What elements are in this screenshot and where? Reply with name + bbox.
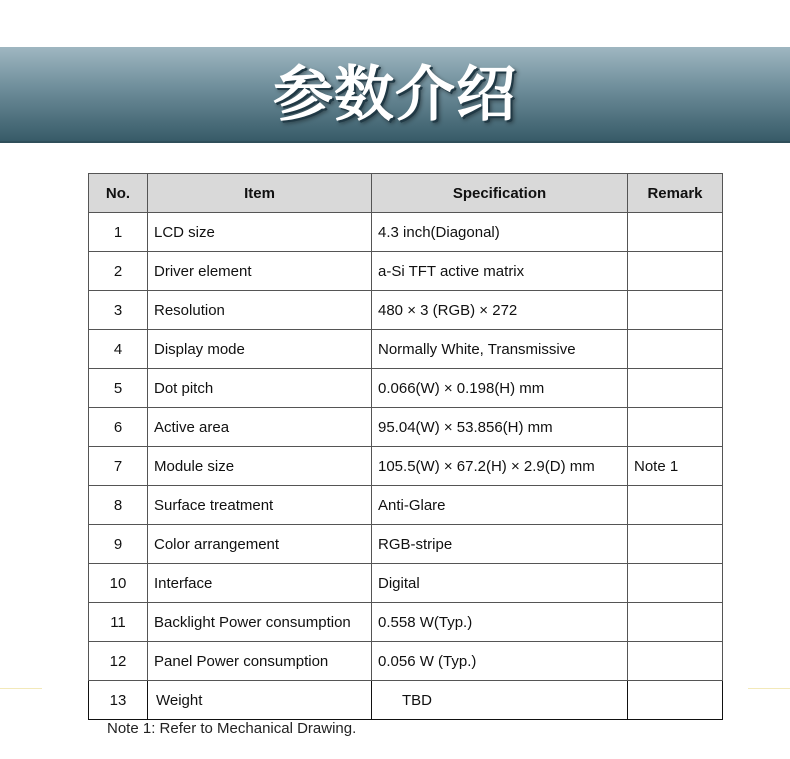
row-specification: TBD bbox=[372, 681, 628, 720]
row-specification: 4.3 inch(Diagonal) bbox=[372, 213, 628, 252]
row-item: Surface treatment bbox=[148, 486, 372, 525]
row-no: 12 bbox=[89, 642, 148, 681]
table-row bbox=[89, 291, 723, 330]
row-item: LCD size bbox=[148, 213, 372, 252]
table-row bbox=[89, 447, 723, 486]
header-item: Item bbox=[148, 174, 372, 213]
row-item: Dot pitch bbox=[148, 369, 372, 408]
row-specification: 105.5(W) × 67.2(H) × 2.9(D) mm bbox=[372, 447, 628, 486]
row-specification: 0.558 W(Typ.) bbox=[372, 603, 628, 642]
table-row bbox=[89, 603, 723, 642]
header-remark: Remark bbox=[628, 174, 723, 213]
row-remark bbox=[628, 213, 723, 252]
row-specification: 480 × 3 (RGB) × 272 bbox=[372, 291, 628, 330]
row-specification: Normally White, Transmissive bbox=[372, 330, 628, 369]
table-header-row bbox=[89, 174, 723, 213]
row-remark bbox=[628, 642, 723, 681]
row-item: Module size bbox=[148, 447, 372, 486]
row-specification: Anti-Glare bbox=[372, 486, 628, 525]
row-no: 5 bbox=[89, 369, 148, 408]
table-row bbox=[89, 369, 723, 408]
specification-table bbox=[88, 173, 723, 720]
row-item: Driver element bbox=[148, 252, 372, 291]
table-row bbox=[89, 564, 723, 603]
row-remark bbox=[628, 408, 723, 447]
row-no: 6 bbox=[89, 408, 148, 447]
row-item: Panel Power consumption bbox=[148, 642, 372, 681]
row-specification: 0.066(W) × 0.198(H) mm bbox=[372, 369, 628, 408]
table-row bbox=[89, 408, 723, 447]
row-remark: Note 1 bbox=[628, 447, 723, 486]
row-no: 1 bbox=[89, 213, 148, 252]
row-item: Interface bbox=[148, 564, 372, 603]
row-no: 2 bbox=[89, 252, 148, 291]
page-title: 参数介绍 bbox=[273, 60, 517, 130]
table-row bbox=[89, 252, 723, 291]
row-item: Weight bbox=[148, 681, 372, 720]
row-no: 13 bbox=[89, 681, 148, 720]
row-specification: Digital bbox=[372, 564, 628, 603]
row-specification: RGB-stripe bbox=[372, 525, 628, 564]
row-no: 8 bbox=[89, 486, 148, 525]
title-banner bbox=[0, 47, 790, 143]
footnote: Note 1: Refer to Mechanical Drawing. bbox=[107, 720, 357, 737]
row-no: 7 bbox=[89, 447, 148, 486]
row-remark bbox=[628, 525, 723, 564]
row-remark bbox=[628, 369, 723, 408]
row-no: 10 bbox=[89, 564, 148, 603]
row-item: Display mode bbox=[148, 330, 372, 369]
row-specification: 95.04(W) × 53.856(H) mm bbox=[372, 408, 628, 447]
right-divider-accent bbox=[748, 688, 790, 689]
row-specification: 0.056 W (Typ.) bbox=[372, 642, 628, 681]
row-no: 3 bbox=[89, 291, 148, 330]
row-remark bbox=[628, 603, 723, 642]
row-item: Color arrangement bbox=[148, 525, 372, 564]
table-row bbox=[89, 681, 723, 720]
header-specification: Specification bbox=[372, 174, 628, 213]
row-remark bbox=[628, 564, 723, 603]
table-row bbox=[89, 486, 723, 525]
left-divider-accent bbox=[0, 688, 42, 689]
header-no: No. bbox=[89, 174, 148, 213]
table-row bbox=[89, 525, 723, 564]
table-row bbox=[89, 213, 723, 252]
row-no: 4 bbox=[89, 330, 148, 369]
row-no: 9 bbox=[89, 525, 148, 564]
row-remark bbox=[628, 681, 723, 720]
row-remark bbox=[628, 486, 723, 525]
row-remark bbox=[628, 252, 723, 291]
row-item: Active area bbox=[148, 408, 372, 447]
row-specification: a-Si TFT active matrix bbox=[372, 252, 628, 291]
table-row bbox=[89, 642, 723, 681]
row-item: Backlight Power consumption bbox=[148, 603, 372, 642]
table-row bbox=[89, 330, 723, 369]
row-remark bbox=[628, 330, 723, 369]
row-remark bbox=[628, 291, 723, 330]
row-no: 11 bbox=[89, 603, 148, 642]
row-item: Resolution bbox=[148, 291, 372, 330]
